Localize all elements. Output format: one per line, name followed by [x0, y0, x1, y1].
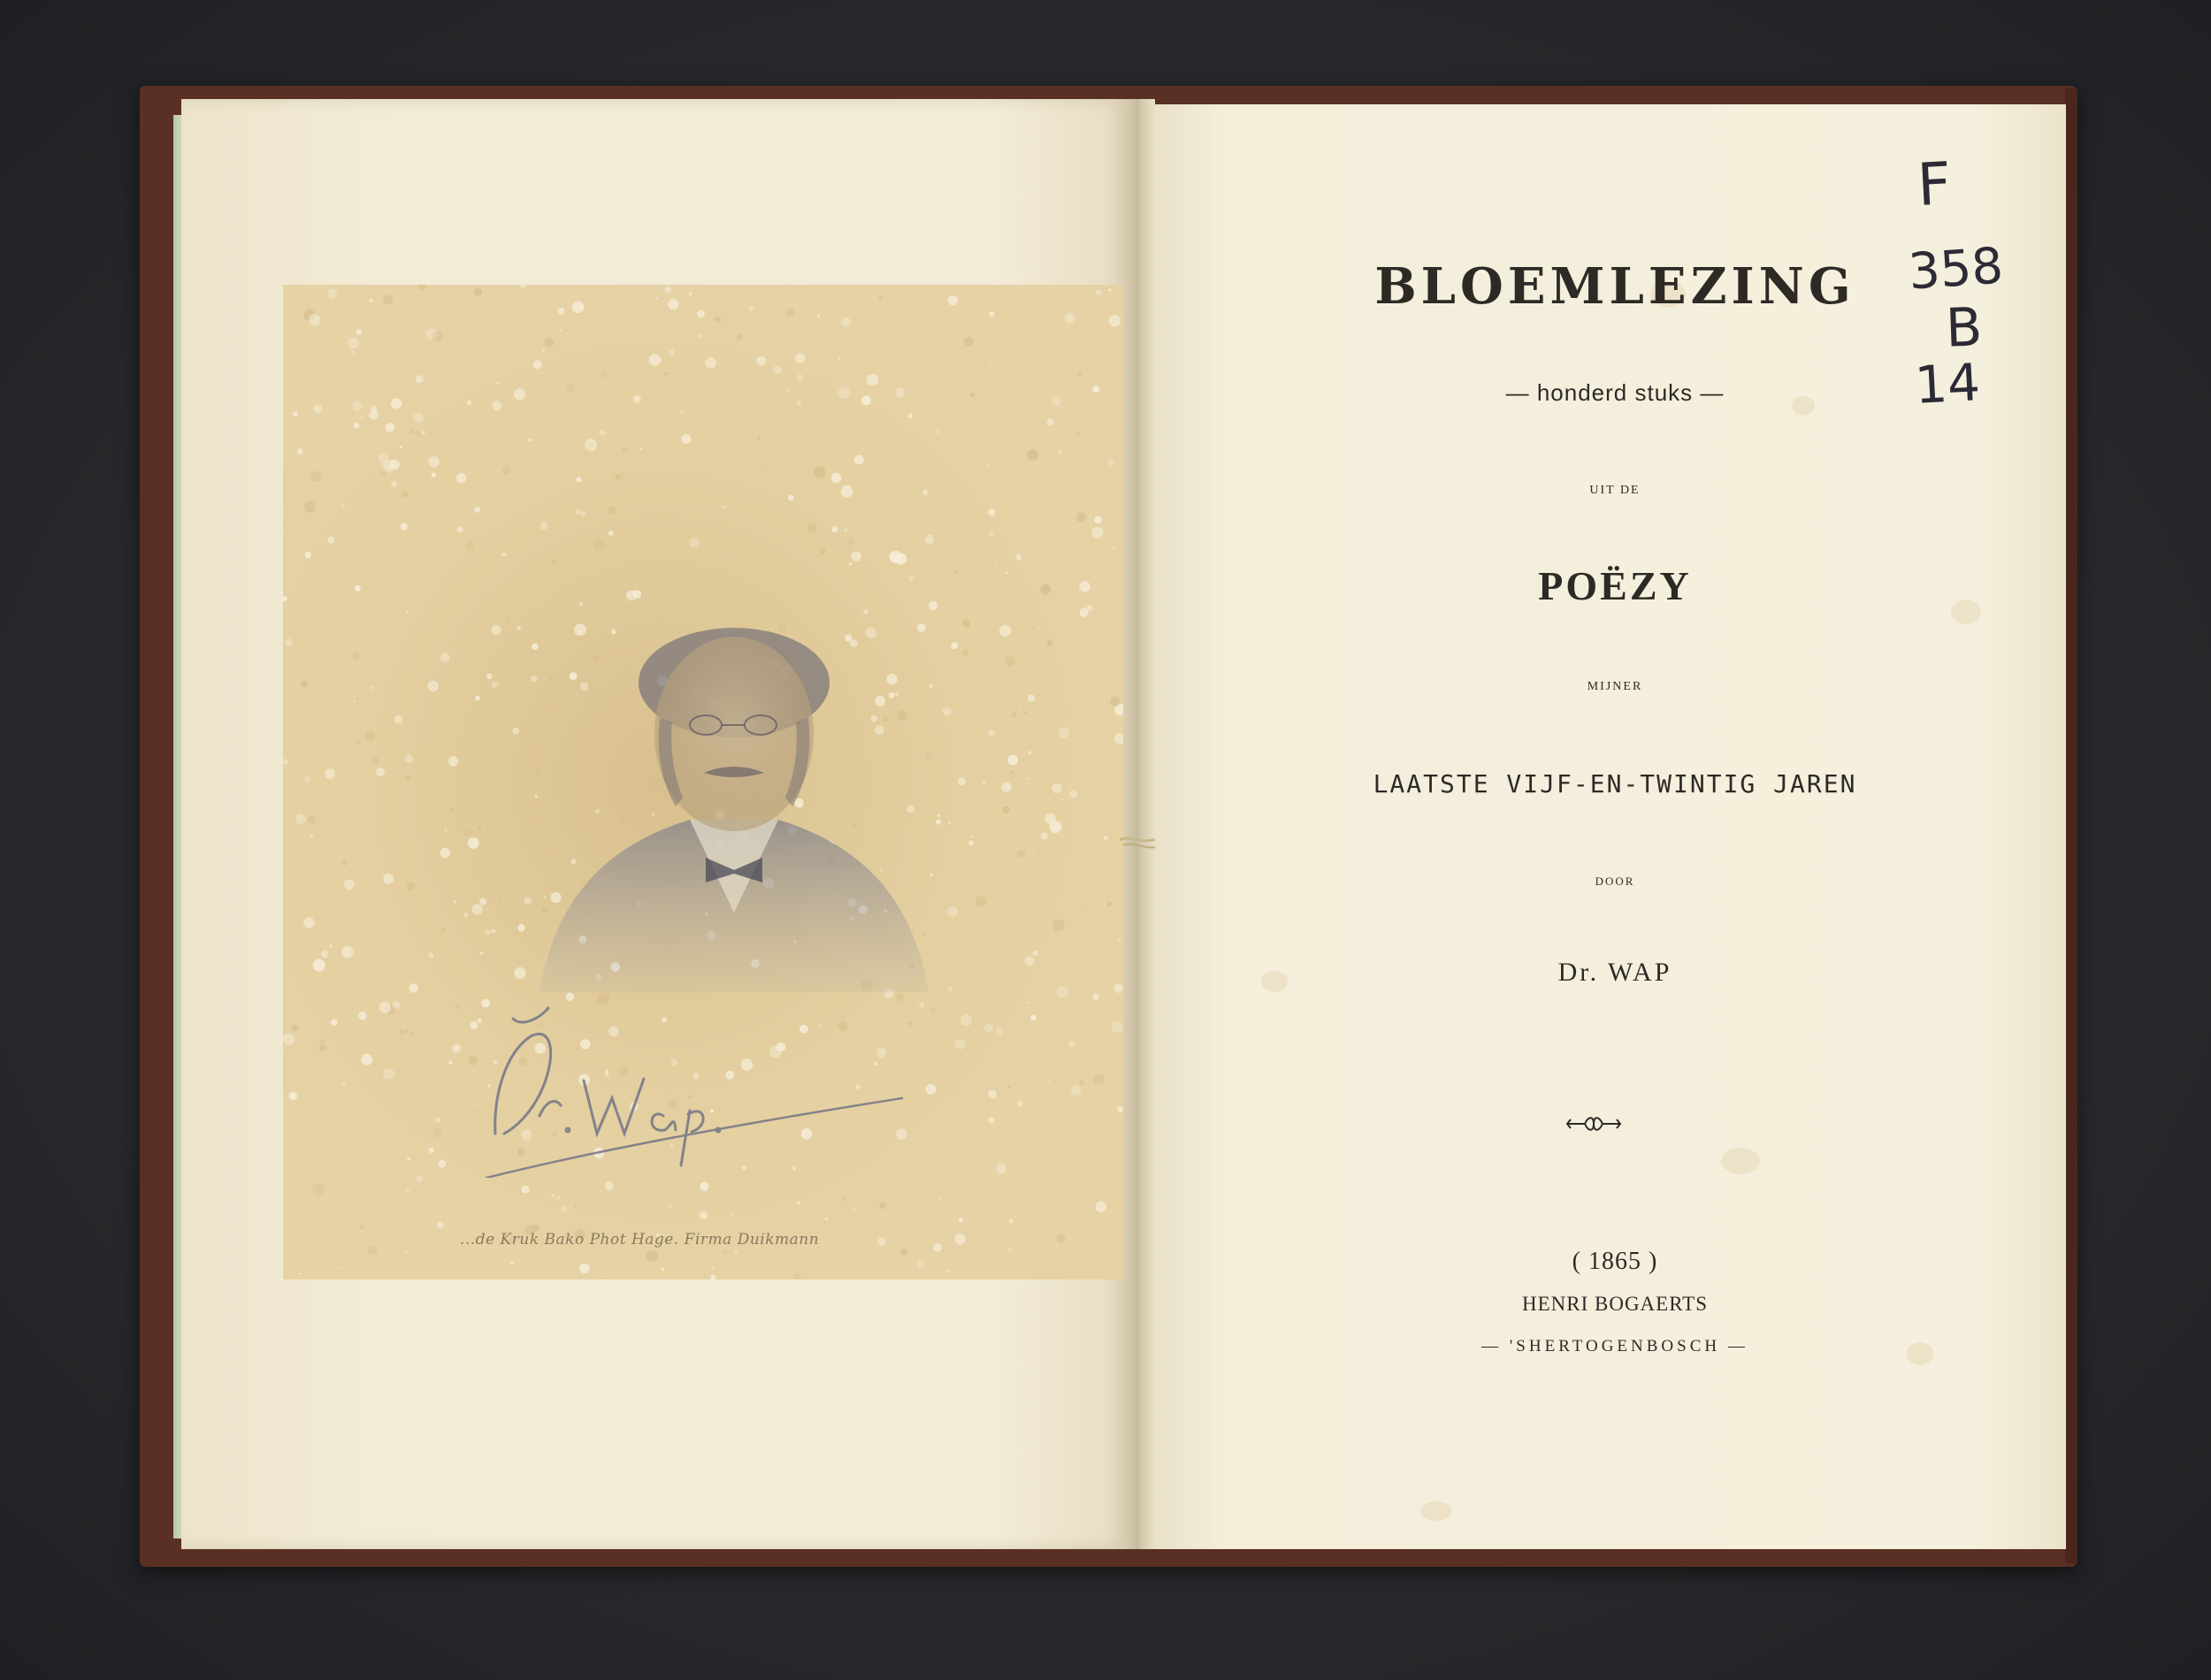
publisher-name: HENRI BOGAERTS — [1521, 1293, 1709, 1315]
title-page — [1155, 104, 2066, 1549]
book-title: BLOEMLEZING — [1374, 257, 1855, 316]
shelfmark-line-1: F — [1916, 149, 1953, 219]
subtitle: — honderd stuks — — [1505, 379, 1725, 406]
portrait-figure — [486, 621, 982, 992]
fleuron-ornament-icon — [1565, 1112, 1622, 1135]
shelfmark-line-2: 358 — [1906, 237, 2006, 302]
line-uit-de: UIT DE — [1589, 484, 1641, 497]
shelfmark-line-3: B — [1944, 296, 1984, 360]
line-laatste: LAATSTE VIJF-EN-TWINTIG JAREN — [1373, 769, 1857, 798]
author-name: Dr. WAP — [1557, 958, 1672, 987]
publication-year: ( 1865 ) — [1572, 1248, 1658, 1275]
publication-place: — 'SHERTOGENBOSCH — — [1481, 1337, 1748, 1355]
line-door: DOOR — [1595, 874, 1635, 888]
main-heading: POËZY — [1538, 563, 1692, 608]
frontispiece-photograph — [283, 285, 1128, 1279]
shelfmark-line-4: 14 — [1913, 352, 1982, 416]
line-mijner: MIJNER — [1587, 680, 1643, 693]
signature-dr-wap — [469, 1001, 911, 1178]
photo-credit: ...de Kruk Bako Phot Hage. Firma Duikmann — [460, 1231, 820, 1249]
